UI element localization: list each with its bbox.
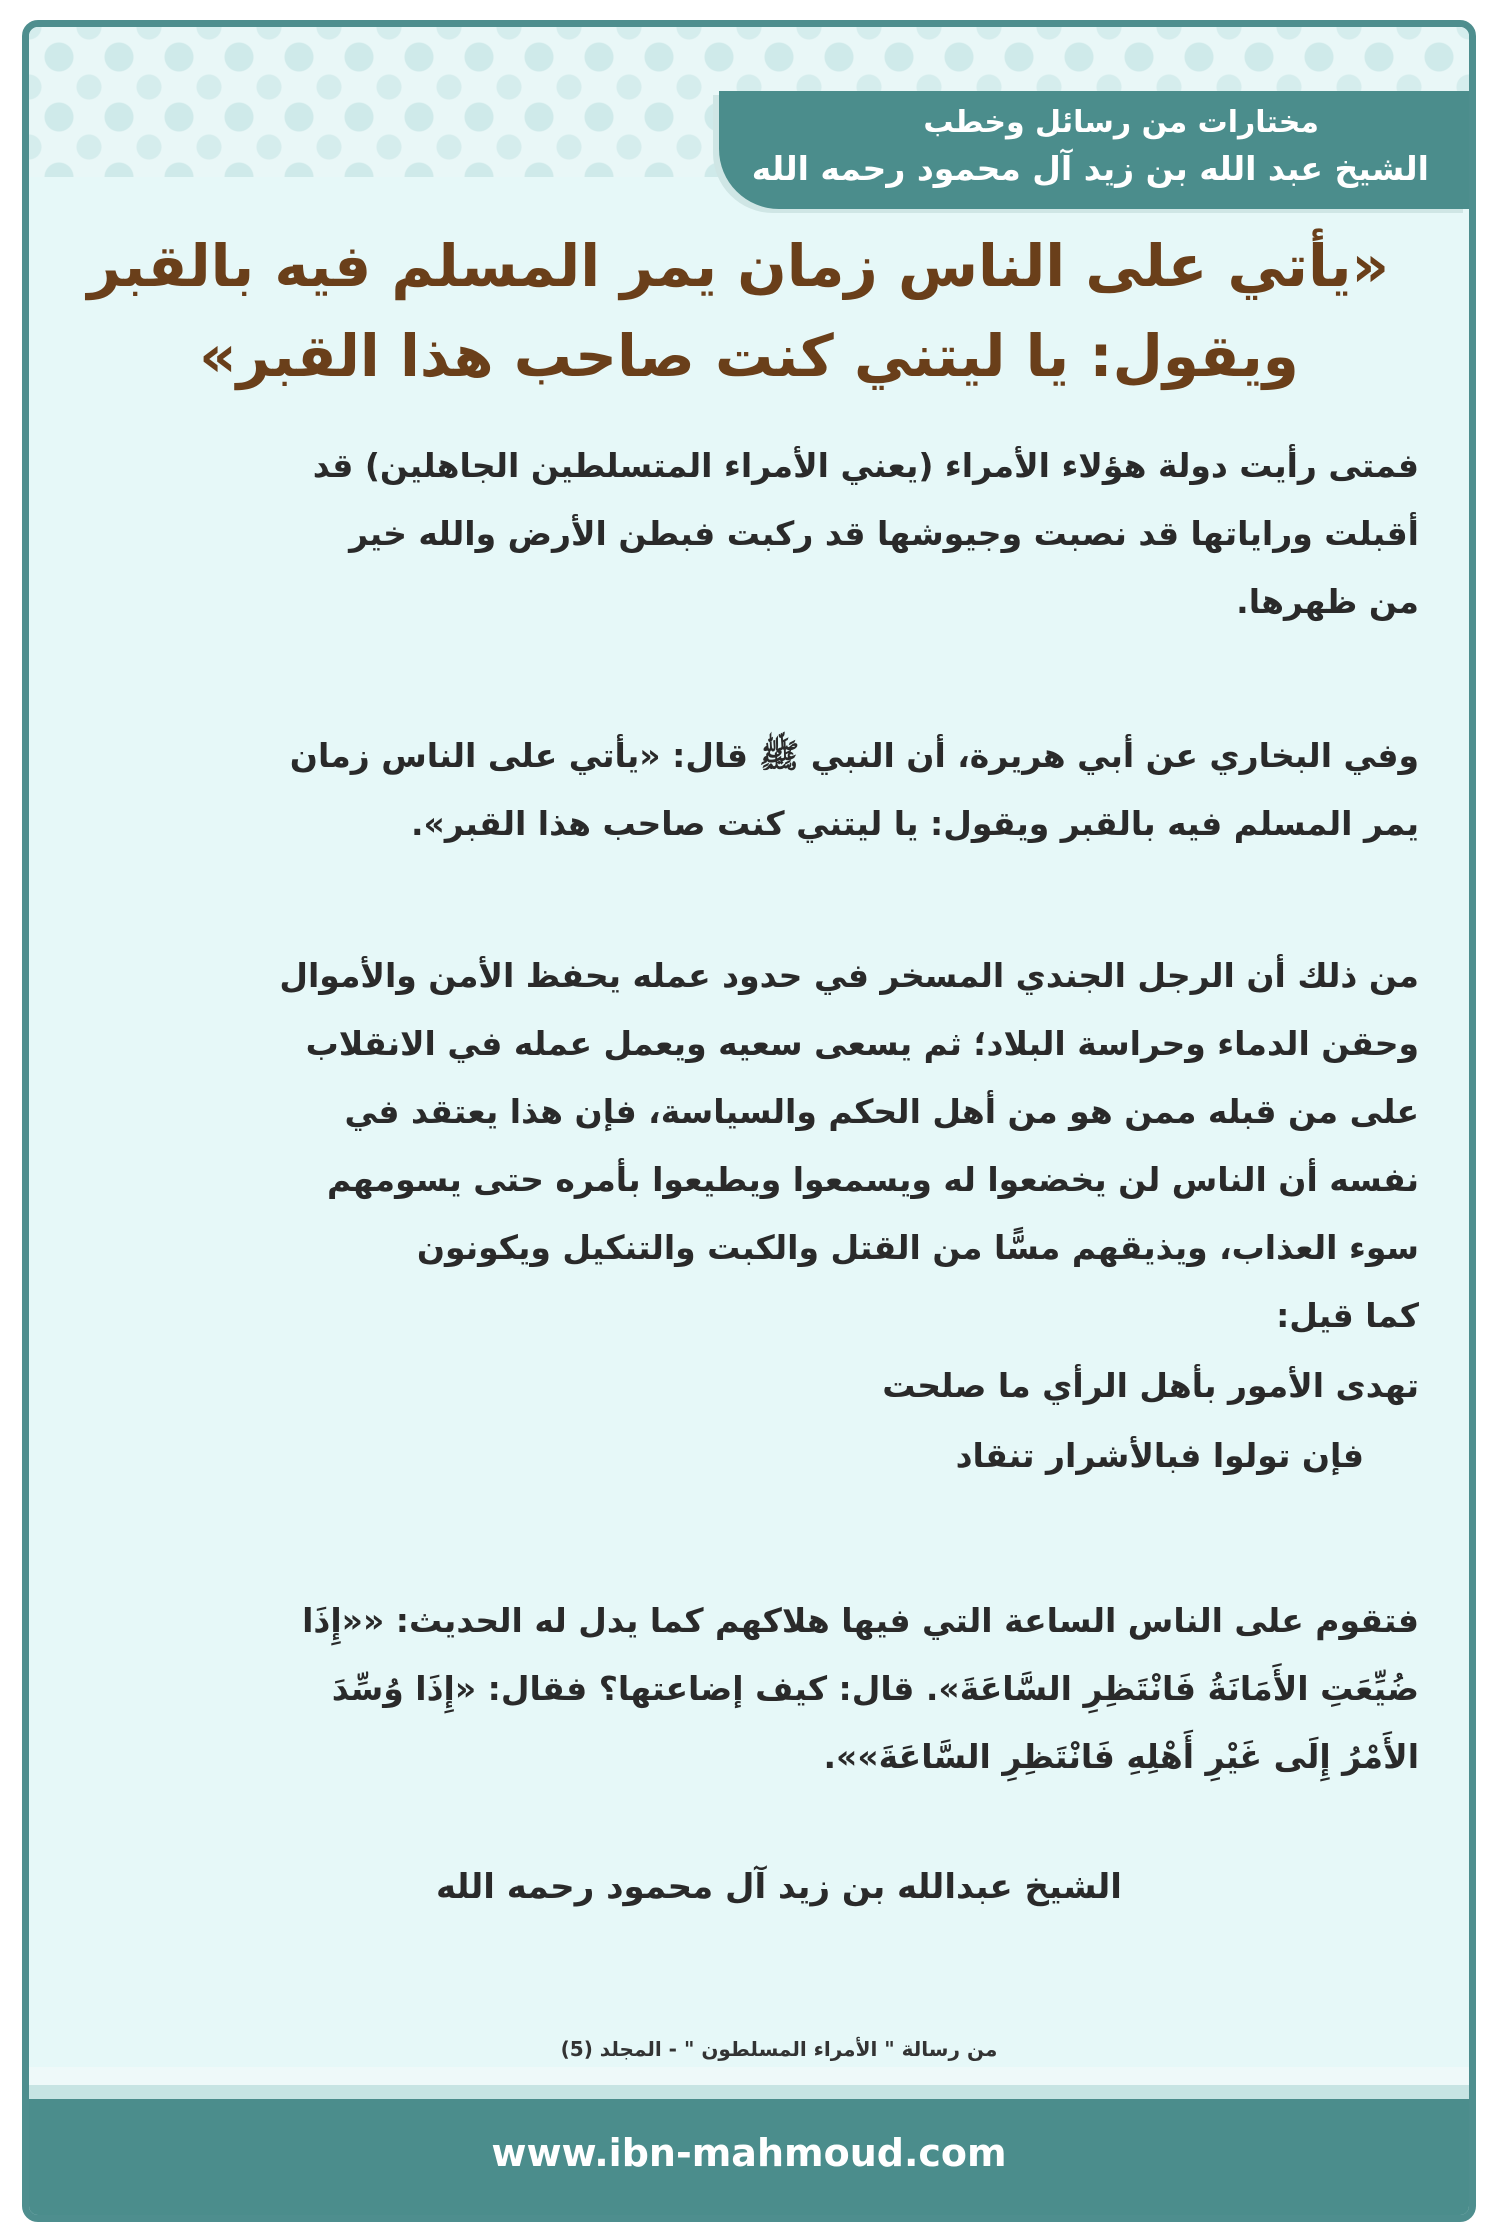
- paragraph-line: كما قيل:: [1276, 1296, 1419, 1335]
- poem-verse-1: تهدى الأمور بأهل الرأي ما صلحت: [882, 1366, 1419, 1405]
- paragraph-line: وفي البخاري عن أبي هريرة، أن النبي ﷺ قال: «يأتي على الناس زمان: [289, 736, 1419, 775]
- poem: [119, 1352, 1419, 1492]
- paragraph-1: [119, 432, 1419, 636]
- source-citation: من رسالة " الأمراء المسلطون " - المجلد (5): [560, 2037, 998, 2061]
- paragraph-line: من ظهرها.: [1236, 582, 1419, 621]
- paragraph-line: ضُيِّعَتِ الأَمَانَةُ فَانْتَظِرِ السَّاعَةَ». قال: كيف إضاعتها؟ فقال: «إِذَا وُسِّدَ: [331, 1669, 1419, 1708]
- paragraph-line: فتقوم على الناس الساعة التي فيها هلاكهم كما يدل له الحديث: ««إِذَا: [302, 1601, 1419, 1640]
- header-collection-title: مختارات من رسائل وخطب: [923, 105, 1319, 140]
- paragraph-line: نفسه أن الناس لن يخضعوا له ويسمعوا ويطيعوا بأمره حتى يسومهم: [326, 1160, 1419, 1199]
- author-signature: الشيخ عبدالله بن زيد آل محمود رحمه الله: [436, 1867, 1122, 1907]
- website-link[interactable]: www.ibn-mahmoud.com: [491, 2131, 1007, 2175]
- paragraph-line: الأَمْرُ إِلَى غَيْرِ أَهْلِهِ فَانْتَظِرِ السَّاعَةَ»».: [823, 1737, 1419, 1776]
- header-ribbon: [719, 91, 1469, 209]
- paragraph-line: سوء العذاب، ويذيقهم مسًّا من القتل والكبت والتنكيل ويكونون: [416, 1228, 1419, 1267]
- poem-verse-2: فإن تولوا فبالأشرار تنقاد: [955, 1436, 1364, 1475]
- page-title-line-2: ويقول: يا ليتني كنت صاحب هذا القبر»: [199, 322, 1299, 390]
- page-title-line-1: «يأتي على الناس زمان يمر المسلم فيه بالقبر: [87, 232, 1389, 300]
- paragraph-4: [119, 1587, 1419, 1791]
- paragraph-2: [119, 722, 1419, 858]
- paragraph-3: [119, 942, 1419, 1350]
- footer-bar: [29, 2099, 1469, 2215]
- paragraph-line: من ذلك أن الرجل الجندي المسخر في حدود عمله يحفظ الأمن والأموال: [279, 956, 1419, 995]
- page-frame: [22, 20, 1476, 2222]
- paragraph-line: يمر المسلم فيه بالقبر ويقول: يا ليتني كنت صاحب هذا القبر».: [411, 804, 1419, 843]
- paragraph-line: فمتى رأيت دولة هؤلاء الأمراء (يعني الأمراء المتسلطين الجاهلين) قد: [312, 446, 1419, 485]
- paragraph-line: على من قبله ممن هو من أهل الحكم والسياسة، فإن هذا يعتقد في: [344, 1092, 1419, 1131]
- footer-divider: [29, 2085, 1469, 2099]
- paragraph-line: أقبلت وراياتها قد نصبت وجيوشها قد ركبت فبطن الأرض والله خير: [349, 514, 1419, 553]
- header-author-name: الشيخ عبد الله بن زيد آل محمود رحمه الله: [751, 149, 1429, 188]
- paragraph-line: وحقن الدماء وحراسة البلاد؛ ثم يسعى سعيه ويعمل عمله في الانقلاب: [305, 1024, 1419, 1063]
